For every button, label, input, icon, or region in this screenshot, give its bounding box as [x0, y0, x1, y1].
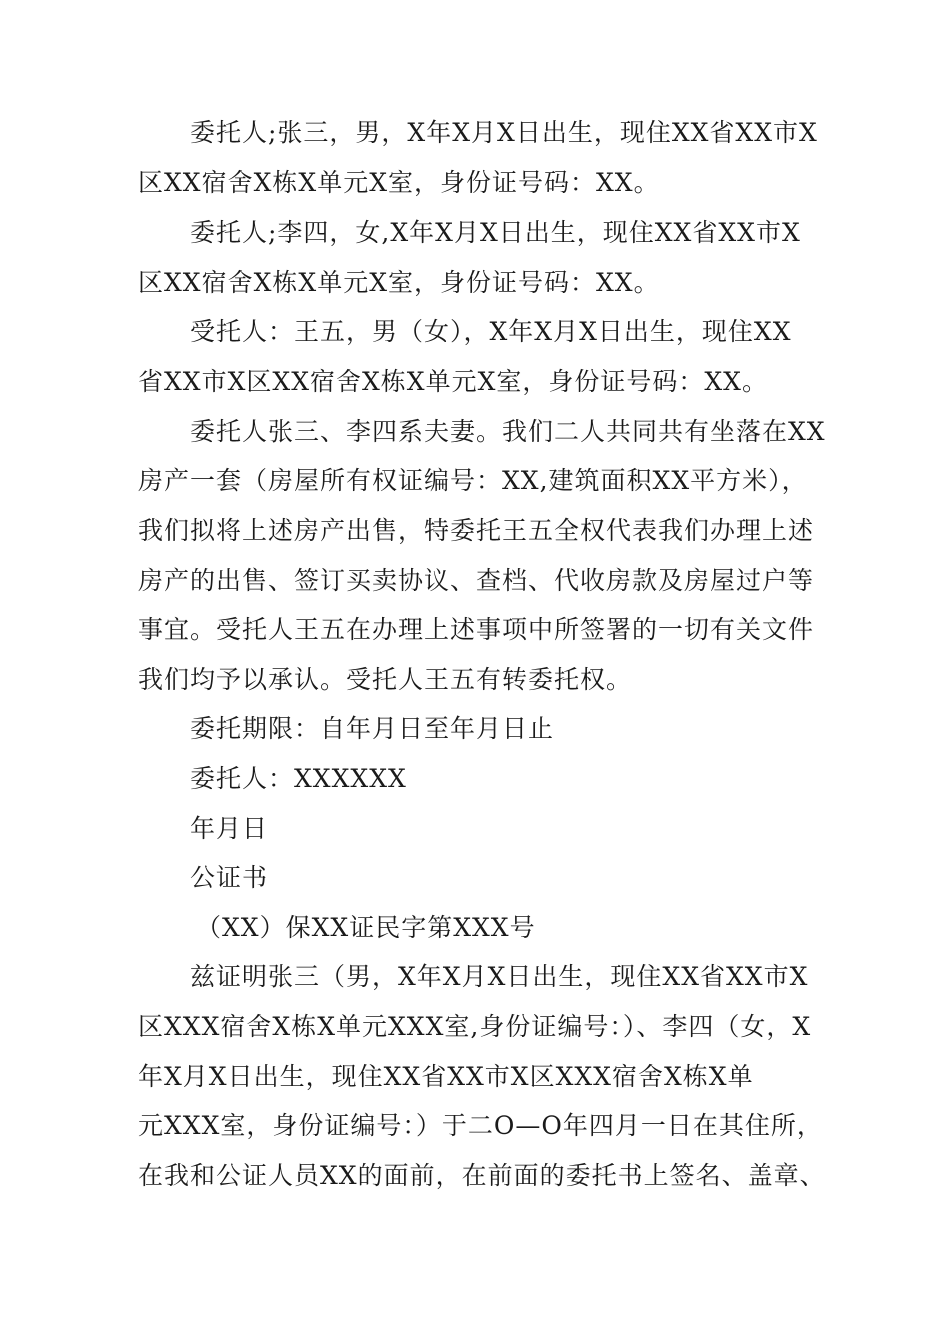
text-line: 房产一套（房屋所有权证编号：XX,建筑面积XX平方米）， [138, 466, 808, 495]
section-title: 公证书 [190, 863, 269, 892]
text-line: 兹证明张三（男，X年X月X日出生，现住XX省XX市X [190, 962, 809, 991]
text-line: 我们拟将上述房产出售，特委托王五全权代表我们办理上述 [138, 516, 815, 545]
text-line: 年X月X日出生，现住XX省XX市X区XXX宿舍X栋X单 [138, 1062, 754, 1091]
text-line: 委托期限：自年月日至年月日止 [190, 714, 555, 743]
text-line: 房产的出售、签订买卖协议、查档、代收房款及房屋过户等 [138, 566, 815, 595]
text-line: 区XX宿舍X栋X单元X室，身份证号码：XX。 [138, 268, 660, 297]
text-line: 省XX市X区XX宿舍X栋X单元X室，身份证号码：XX。 [138, 367, 768, 396]
text-line: 年月日 [190, 814, 269, 843]
text-line: 委托人;张三，男，X年X月X日出生，现住XX省XX市X [190, 118, 818, 147]
text-line: 委托人：XXXXXX [190, 764, 407, 793]
text-line: 在我和公证人员XX的面前，在前面的委托书上签名、盖章、 [138, 1161, 826, 1190]
text-line: 我们均予以承认。受托人王五有转委托权。 [138, 665, 633, 694]
text-line: 事宜。受托人王五在办理上述事项中所签署的一切有关文件 [138, 615, 815, 644]
text-line: 元XXX室，身份证编号：）于二O—O年四月一日在其住所， [138, 1111, 823, 1140]
text-line: 受托人：王五，男（女），X年X月X日出生，现住XX [190, 317, 792, 346]
text-line: 委托人张三、李四系夫妻。我们二人共同共有坐落在XX [190, 417, 826, 446]
certificate-number: （XX）保XX证民字第XXX号 [196, 913, 536, 942]
text-line: 区XX宿舍X栋X单元X室，身份证号码：XX。 [138, 168, 660, 197]
text-line: 委托人;李四，女,X年X月X日出生，现住XX省XX市X [190, 218, 801, 247]
text-line: 区XXX宿舍X栋X单元XXX室,身份证编号：）、李四（女，X [138, 1012, 812, 1041]
